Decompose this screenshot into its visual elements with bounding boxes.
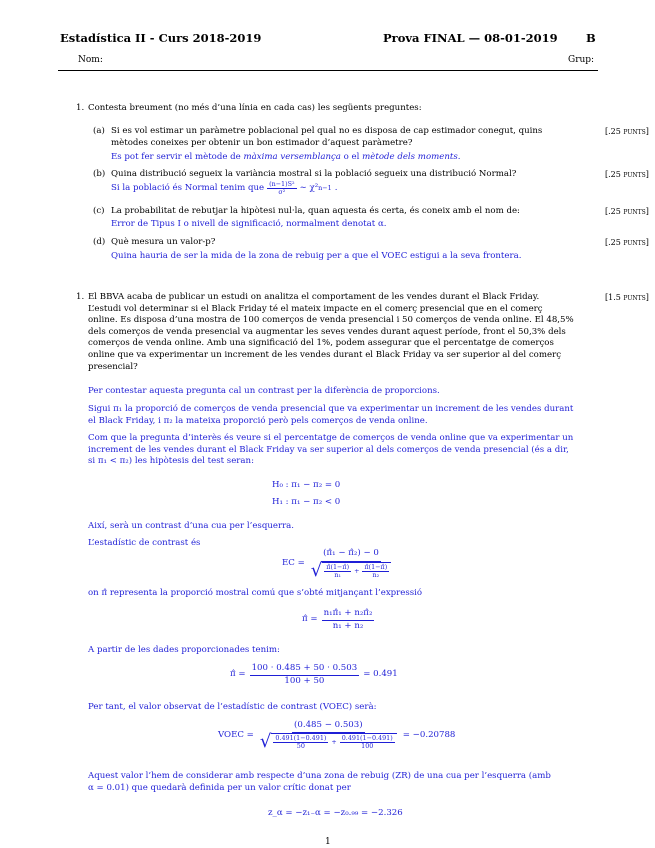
q1d-question: Què mesura un valor-p? — [111, 237, 216, 247]
exam-title: Prova FINAL — 08-01-2019 — [383, 31, 558, 45]
q1a-question-line1: Si es vol estimar un paràmetre poblacional pel qual no es disposa de cap estimador conegut, quins — [111, 126, 543, 136]
exam-version: B — [586, 31, 596, 45]
q2-answer-p5: L’estadístic de contrast és — [88, 538, 201, 548]
ec-formula: EC = (π̂₁ − π̂₂) − 0 √ $\frac{\pî(1-\pî)}{\text{n₁}}$ + $\frac{\pî(1-\pî)}{\text{n₂}}$ — [282, 548, 393, 580]
q1c-answer: Error de Tipus I o nivell de significació, normalment denotat α. — [111, 219, 387, 229]
q1c-label: (c) — [93, 206, 105, 216]
q2-answer-p6: on π̂ representa la proporció mostral comú que s’obté mitjançant l’expressió — [88, 588, 423, 598]
q2-answer-p3: Com que la pregunta d’interès és veure si el percentatge de comerços de venda online que va experimentar un increment de les vendes durant el Black Friday va ser superior al dels comerços de venda presencial (és a dir, si π₁ < π₂) les hipòtesis del test seran: — [88, 433, 574, 467]
q1a-label: (a) — [93, 126, 105, 136]
q1c-points: [.25 punts] — [605, 207, 649, 216]
q1-intro: Contesta breument (no més d’una línia en cada cas) les següents preguntes: — [88, 103, 422, 113]
q1d-points: [.25 punts] — [605, 238, 649, 247]
q2-answer-p7: A partir de les dades proporcionades tenim: — [88, 645, 280, 655]
q1b-answer: Si la població és Normal tenim que $\frac{\text{(n−1)S²}}{\text{σ²}}$ ∼ χ² n−1 . — [111, 180, 338, 196]
q1d-label: (d) — [93, 237, 106, 247]
hypothesis-h1: H₁ : π₁ − π₂ < 0 — [272, 497, 341, 507]
q2-points: [1.5 punts] — [605, 293, 649, 302]
hypothesis-h0: H₀ : π₁ − π₂ = 0 — [272, 480, 341, 490]
page-number: 1 — [325, 837, 331, 847]
q1b-label: (b) — [93, 169, 106, 179]
q1c-question: La probabilitat de rebutjar la hipòtesi nul·la, quan aquesta és certa, és coneix amb el nom de: — [111, 206, 520, 216]
name-label: Nom: — [78, 55, 103, 65]
q2-answer-p4: Així, serà un contrast d’una cua per l’esquerra. — [88, 521, 295, 531]
q2-number: 1. — [76, 292, 85, 302]
q2-answer-p9: Aquest valor l’hem de considerar amb respecte d’una zona de rebuig (ZR) de una cua per l’esquerra (amb α = 0.01) que quedarà definida per un valor crític donat per — [88, 771, 551, 793]
q1b-points: [.25 punts] — [605, 170, 649, 179]
pooled-calculation: π̂ = $\frac{100 \cdot 0.485 + 50 \cdot 0.503}{100 + 50}$ = 0.491 — [230, 663, 398, 686]
q1a-question-line2: mètodes coneixes per obtenir un bon estimador d’aquest paràmetre? — [111, 138, 413, 148]
course-title: Estadística II - Curs 2018-2019 — [60, 31, 262, 45]
q1a-points: [.25 punts] — [605, 127, 649, 136]
q2-statement: El BBVA acaba de publicar un estudi on analitza el comportament de les vendes durant el Black Friday. L’estudi vol determinar si el Black Friday té el mateix impacte en el comerç presencial que en el comerç online. Es disposa d’una mostra de 100 comerços de venda presencial i 50 comerços de venda online. El 48,5% dels comerços de venda presencial va augmentar les seves vendes durant aquest període, front el 50,3% dels comerços de venda online. Amb una significació del 1%, podem assegurar que el percentatge de comerços online que va experimentar un increment de les vendes durant el Black Friday va ser superior al del comerç presencial? — [88, 292, 574, 372]
pooled-formula: π̂ = $\frac{\text{n₁π̂₁ + n₂π̂₂}}{\text{n₁ + n₂}}$ — [302, 608, 373, 631]
header-rule — [58, 70, 598, 71]
voec-formula: VOEC = (0.485 − 0.503) √ $\frac{0.491(1-0.491)}{50}$ + $\frac{0.491(1-0.491)}{100}$ = −0.20788 — [218, 720, 456, 752]
variance-fraction: $\frac{\text{(n−1)S²}}{\text{σ²}}$ — [269, 180, 295, 196]
q2-answer-p1: Per contestar aquesta pregunta cal un contrast per la diferència de proporcions. — [88, 386, 440, 396]
group-label: Grup: — [568, 55, 595, 65]
critical-value: z_α = −z₁₋α = −z₀.₉₉ = −2.326 — [268, 808, 403, 818]
q1b-question: Quina distribució segueix la variància mostral si la població segueix una distribució Normal? — [111, 169, 517, 179]
q1a-answer: Es pot fer servir el mètode de màxima versemblança o el mètode dels moments. — [111, 152, 461, 162]
q1-number: 1. — [76, 103, 85, 113]
q2-answer-p8: Per tant, el valor observat de l’estadístic de contrast (VOEC) serà: — [88, 702, 377, 712]
q2-answer-p2: Sigui π₁ la proporció de comerços de venda presencial que va experimentar un increment de les vendes durant el Black Friday, i π₂ la mateixa proporció però pels comerços de venda online. — [88, 404, 574, 426]
q1d-answer: Quina hauria de ser la mida de la zona de rebuig per a que el VOEC estigui a la seva frontera. — [111, 251, 522, 261]
